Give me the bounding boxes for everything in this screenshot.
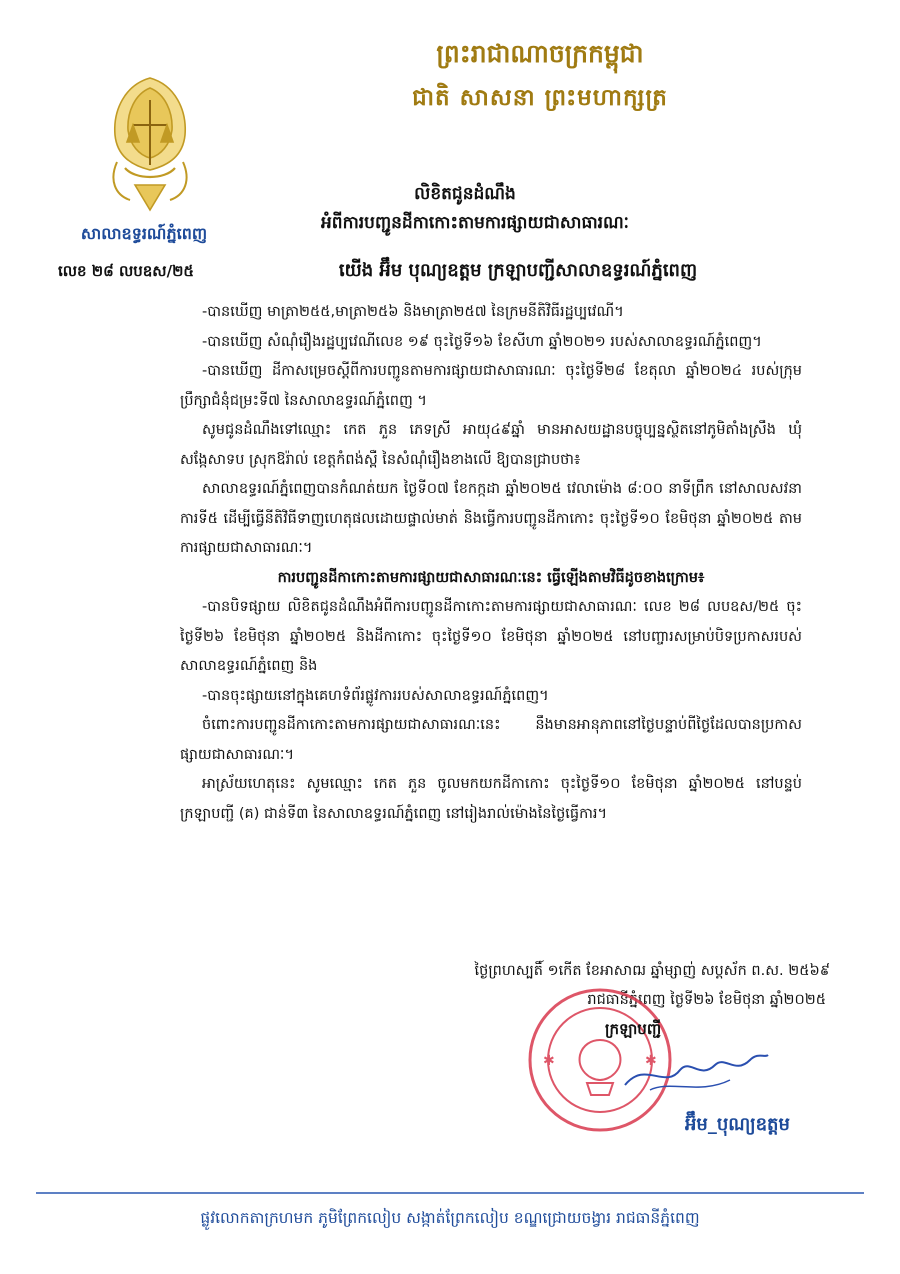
reference-number: លេខ ២៨ លបឧស/២៥: [58, 262, 195, 280]
footer-divider: [36, 1192, 864, 1194]
paragraph-2: -បានឃើញ សំណុំរឿងរដ្ឋប្បវេណីលេខ ១៩ ចុះថ្ងៃទី១៦ ខែសីហា ឆ្នាំ២០២១ របស់សាលាឧទ្ធរណ៍ភ្នំពេញ។: [202, 333, 762, 350]
court-name-label: សាលាឧទ្ធរណ៍ភ្នំពេញ: [80, 224, 208, 243]
paragraph-7: -បានបិទផ្សាយ លិខិតជូនដំណឹងអំពីការបញ្ជូនដីកាកោះតាមការផ្សាយជាសាធារណៈ លេខ ២៨ លបឧស/២៥ ចុះថ្ងៃទី២៦ ខែមិថុនា ឆ្នាំ២០២៥ និងដីកាកោះ ចុះថ្ងៃទី១០ ខែមិថុនា ឆ្នាំ២០២៥ នៅបញ្ចារសម្រាប់បិទប្រកាសរបស់សាលាឧទ្ធរណ៍ភ្នំពេញ និង: [180, 599, 802, 674]
kingdom-heading: ព្រះរាជាណាចក្រកម្ពុជា: [436, 39, 644, 68]
document-title: លិខិតជូនដំណឹង: [414, 184, 516, 204]
document-body: [180, 298, 802, 829]
document-subtitle: អំពីការបញ្ជូនដីកាកោះតាមការផ្សាយជាសាធារណៈ: [320, 213, 629, 233]
svg-text:✱: ✱: [645, 1053, 657, 1069]
paragraph-9: ចំពោះការបញ្ជូនដីកាកោះតាមការផ្សាយជាសាធារណៈនេះ នឹងមានអានុភាពនៅថ្ងៃបន្ទាប់ពីថ្ងៃដែលបានប្រកាសផ្សាយជាសាធារណៈ។: [180, 717, 802, 763]
paragraph-1: -បានឃើញ មាត្រា២៥៥,មាត្រា២៥៦ និងមាត្រា២៥៧ នៃក្រមនីតិវិធីរដ្ឋប្បវេណី។: [202, 304, 624, 320]
solar-date: រាជធានីភ្នំពេញ ថ្ងៃទី២៦ ខែមិថុនា ឆ្នាំ២០២៥: [587, 992, 826, 1008]
lunar-date: ថ្ងៃព្រហស្បតិ៍ ១កើត ខែអាសាឍ ឆ្នាំម្សាញ់ សប្តស័ក ព.ស. ២៥៦៩: [474, 963, 830, 979]
national-motto: ជាតិ សាសនា ព្រះមហាក្សត្រ: [412, 85, 668, 111]
footer-address: ផ្លូវលោកតាក្រហមក ភូមិព្រែកលៀប សង្កាត់ព្រែកលៀប ខណ្ឌជ្រោយចង្វារ រាជធានីភ្នំពេញ: [200, 1209, 700, 1227]
paragraph-3: -បានឃើញ ដីកាសម្រេចស្តីពីការបញ្ជូនតាមការផ្សាយជាសាធារណៈ ចុះថ្ងៃទី២៨ ខែតុលា ឆ្នាំ២០២៤ របស់ក្រុមប្រឹក្សាជំនុំជម្រះទី៧ នៃសាលាឧទ្ធរណ៍ភ្នំពេញ ។: [180, 363, 802, 409]
svg-text:✱: ✱: [543, 1053, 555, 1069]
paragraph-5: សាលាឧទ្ធរណ៍ភ្នំពេញបានកំណត់យក ថ្ងៃទី០៧ ខែកក្កដា ឆ្នាំ២០២៥ វេលាម៉ោង ៨:០០ នាទីព្រឹក នៅសាលសវនាការទី៥ ដើម្បីធ្វើនីតិវិធីទាញហេតុផលដោយផ្ទាល់មាត់ និងធ្វើការបញ្ជូនដីកាកោះ ចុះថ្ងៃទី១០ ខែមិថុនា ឆ្នាំ២០២៥ តាមការផ្សាយជាសាធារណៈ។: [180, 481, 802, 556]
signer-name: អ៊ឹម_បុណ្យឧត្តម: [685, 1114, 790, 1135]
paragraph-10: អាស្រ័យហេតុនេះ សូមឈ្មោះ កេត ភួន ចូលមកយកដីកាកោះ ចុះថ្ងៃទី១០ ខែមិថុនា ឆ្នាំ២០២៥ នៅបន្ទប់ក្រឡាបញ្ជី (គ) ជាន់ទី៣ នៃសាលាឧទ្ធរណ៍ភ្នំពេញ នៅរៀងរាល់ម៉ោងនៃថ្ងៃធ្វើការ។: [180, 776, 802, 822]
court-emblem-icon: [95, 70, 205, 220]
paragraph-8: -បានចុះផ្សាយនៅក្នុងគេហទំព័រផ្លូវការរបស់សាលាឧទ្ធរណ៍ភ្នំពេញ។: [202, 687, 549, 704]
paragraph-6: ការបញ្ជូនដីកាកោះតាមការផ្សាយជាសាធារណៈនេះ ធ្វើឡើងតាមវិធីដូចខាងក្រោម៖: [277, 569, 705, 586]
signatory-role: ក្រឡាបញ្ជី: [605, 1020, 662, 1038]
paragraph-4: សូមជូនដំណឹងទៅឈ្មោះ កេត ភួន ភេទស្រី អាយុ៤៩ឆ្នាំ មានអាសយដ្ឋានបច្ចុប្បន្នស្ថិតនៅភូមិតាំងស្រឹង ឃុំសង្កែសាទប ស្រុកឱរ៉ាល់ ខេត្តកំពង់ស្ពឺ នៃសំណុំរឿងខាងលើ ឱ្យបានជ្រាបថា៖: [180, 422, 802, 468]
signature-icon: [620, 1040, 770, 1100]
issuer-line: យើង អ៊ឹម បុណ្យឧត្តម ក្រឡាបញ្ជីសាលាឧទ្ធរណ៍ភ្នំពេញ: [338, 260, 698, 281]
